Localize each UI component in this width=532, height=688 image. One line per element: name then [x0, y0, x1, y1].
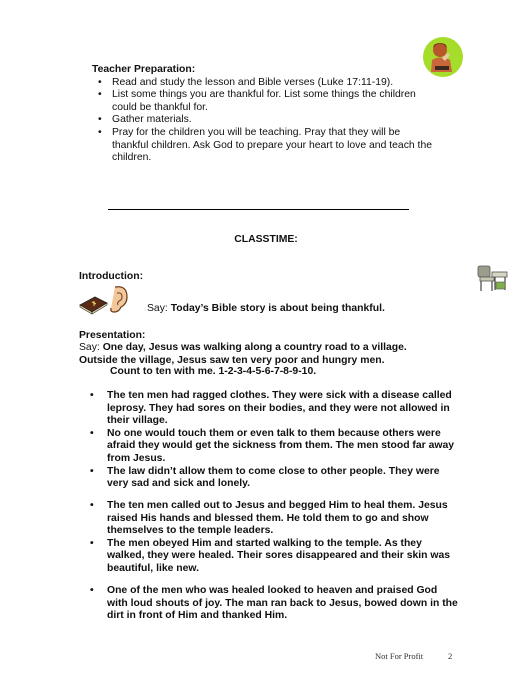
story-bullet: • The law didn’t allow them to come close to other people. They were very sad and sick and lonely.: [107, 466, 459, 491]
teacher-preparation-heading: Teacher Preparation:: [92, 64, 196, 75]
prep-list-item: • Read and study the lesson and Bible verses (Luke 17:11-19).: [112, 77, 437, 90]
introduction-say-text: Today’s Bible story is about being thankful.: [170, 303, 385, 314]
introduction-heading: Introduction:: [79, 271, 144, 282]
story-bullet: • The ten men called out to Jesus and begged Him to heal them. Jesus raised His hands and blessed them. He told them to go and show themselves to the temple leaders.: [107, 500, 459, 538]
prep-list-item: • Pray for the children you will be teaching. Pray that they will be thankful children. Ask God to prepare your heart to love and teach the children.: [112, 127, 437, 165]
story-bullet: • The men obeyed Him and started walking to the temple. As they walked, they were healed. Their sores disappeared and their skin was beautiful, like new.: [107, 538, 459, 576]
page-number: 2: [448, 651, 453, 661]
presentation-say-text: One day, Jesus was walking along a country road to a village. Outside the village, Jesus saw ten very poor and hungry men.: [79, 342, 407, 366]
say-label: Say:: [79, 342, 100, 353]
story-bullet: • The ten men had ragged clothes. They were sick with a disease called leprosy. They had sores on their bodies, and they were not allowed in their village.: [107, 390, 459, 428]
bible-ear-icon: [77, 283, 131, 315]
teacher-preparation-list: [92, 77, 437, 165]
story-bullets-group-2: [79, 500, 459, 576]
count-instruction: Count to ten with me. 1-2-3-4-5-6-7-8-9-10.: [110, 366, 317, 377]
section-divider: [108, 209, 409, 210]
introduction-say-line: [147, 303, 385, 316]
story-bullets-group-3: [79, 585, 459, 623]
classtime-heading: CLASSTIME:: [234, 234, 298, 245]
footer-note: Not For Profit: [375, 651, 424, 661]
say-label: Say:: [147, 303, 168, 314]
teacher-preparation-section: [92, 64, 437, 165]
prep-list-item: • List some things you are thankful for. List some things the children could be thankful for.: [112, 89, 437, 114]
story-bullets-group-1: [79, 390, 459, 491]
prep-list-item: • Gather materials.: [112, 114, 437, 127]
classroom-chairs-icon: [476, 262, 510, 294]
presentation-say-paragraph: [79, 342, 444, 367]
story-bullet: • No one would touch them or even talk to them because others were afraid they would get the sickness from them. The men stood far away from Jesus.: [107, 428, 459, 466]
story-bullet: • One of the men who was healed looked to heaven and praised God with loud shouts of joy. The man ran back to Jesus, bowed down in the dirt in front of Him and thanked Him.: [107, 585, 459, 623]
presentation-heading: Presentation:: [79, 330, 146, 341]
